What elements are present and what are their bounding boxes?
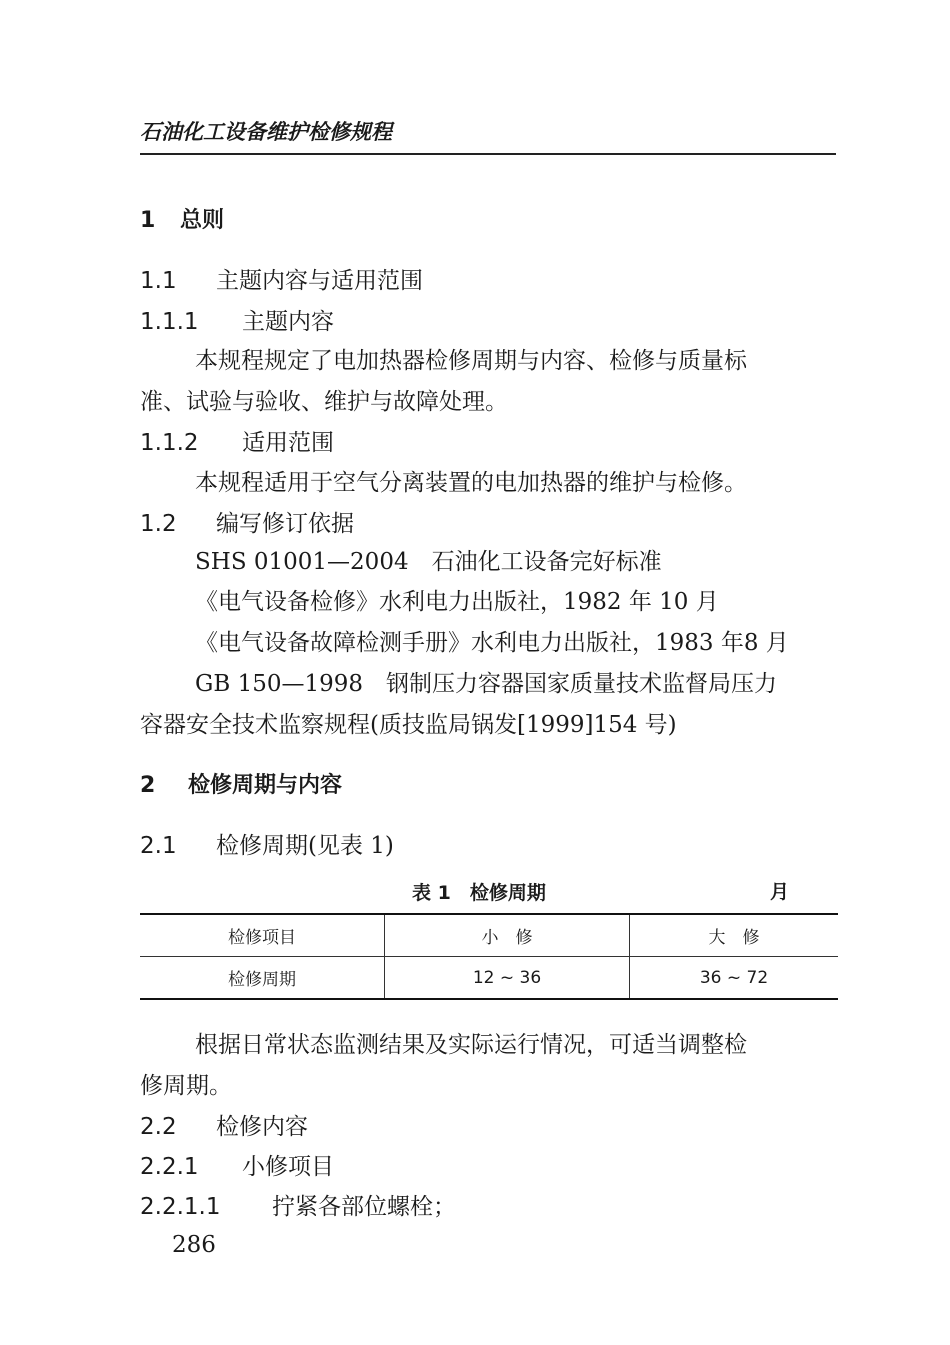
section-number: 2.2.1.1 <box>140 1194 221 1220</box>
table-header-row <box>140 914 838 957</box>
section-number: 1.1.1 <box>140 309 199 335</box>
reference-item: SHS 01001—2004 石油化工设备完好标准 <box>195 549 662 575</box>
section-2-2-1-1-heading <box>140 1188 456 1221</box>
paragraph-line: 修周期。 <box>140 1073 232 1099</box>
section-title: 编写修订依据 <box>216 511 354 537</box>
table-unit: 月 <box>770 881 790 903</box>
section-title: 适用范围 <box>242 430 334 456</box>
paragraph-line: 本规程规定了电加热器检修周期与内容、检修与质量标 <box>195 348 747 374</box>
table-cell: 12 ~ 36 <box>385 957 630 1000</box>
section-number: 1 <box>140 208 156 233</box>
maintenance-period-table <box>140 913 838 1000</box>
section-title: 检修内容 <box>216 1114 308 1140</box>
section-title: 主题内容 <box>242 309 334 335</box>
section-1-1-2-heading <box>140 424 334 457</box>
page-number: 286 <box>172 1232 216 1258</box>
section-number: 2.1 <box>140 833 177 859</box>
table-caption: 表 1 检修周期 <box>412 882 546 904</box>
table-cell: 检修周期 <box>140 957 385 1000</box>
section-title: 总则 <box>180 208 225 233</box>
section-2-2-1-heading <box>140 1148 334 1181</box>
reference-item: 《电气设备故障检测手册》水利电力出版社，1983 年8 月 <box>195 630 789 656</box>
section-1-1-1-heading <box>140 303 334 336</box>
section-1-heading <box>140 203 224 234</box>
reference-item-continued: 容器安全技术监察规程(质技监局锅发[1999]154 号) <box>140 712 677 738</box>
section-1-1-heading <box>140 262 423 295</box>
section-2-2-heading <box>140 1108 308 1141</box>
paragraph-line: 本规程适用于空气分离装置的电加热器的维护与检修。 <box>195 470 747 496</box>
section-title: 小修项目 <box>242 1154 334 1180</box>
section-title: 检修周期与内容 <box>188 773 343 798</box>
section-2-heading <box>140 768 342 799</box>
running-header: 石油化工设备维护检修规程 <box>140 119 392 144</box>
section-number: 2.2 <box>140 1114 177 1140</box>
section-number: 2 <box>140 773 156 798</box>
header-rule <box>140 153 836 155</box>
section-1-2-heading <box>140 505 354 538</box>
section-title: 拧紧各部位螺栓； <box>272 1194 456 1220</box>
table-header-cell: 检修项目 <box>140 914 385 957</box>
table-header-cell: 小 修 <box>385 914 630 957</box>
table-cell: 36 ~ 72 <box>699 967 769 988</box>
section-2-1-heading <box>140 827 394 860</box>
section-title: 检修周期(见表 1) <box>216 833 394 859</box>
section-number: 1.1.2 <box>140 430 199 456</box>
table-header-cell: 大 修 <box>630 914 839 957</box>
paragraph-line: 准、试验与验收、维护与故障处理。 <box>140 389 508 415</box>
reference-item: 《电气设备检修》水利电力出版社，1982 年 10 月 <box>195 589 719 615</box>
table-row <box>140 957 838 1000</box>
section-number: 1.1 <box>140 268 177 294</box>
section-number: 2.2.1 <box>140 1154 199 1180</box>
reference-item: GB 150—1998 钢制压力容器国家质量技术监督局压力 <box>195 671 778 697</box>
section-title: 主题内容与适用范围 <box>216 268 423 294</box>
paragraph-line: 根据日常状态监测结果及实际运行情况，可适当调整检 <box>195 1032 747 1058</box>
section-number: 1.2 <box>140 511 177 537</box>
